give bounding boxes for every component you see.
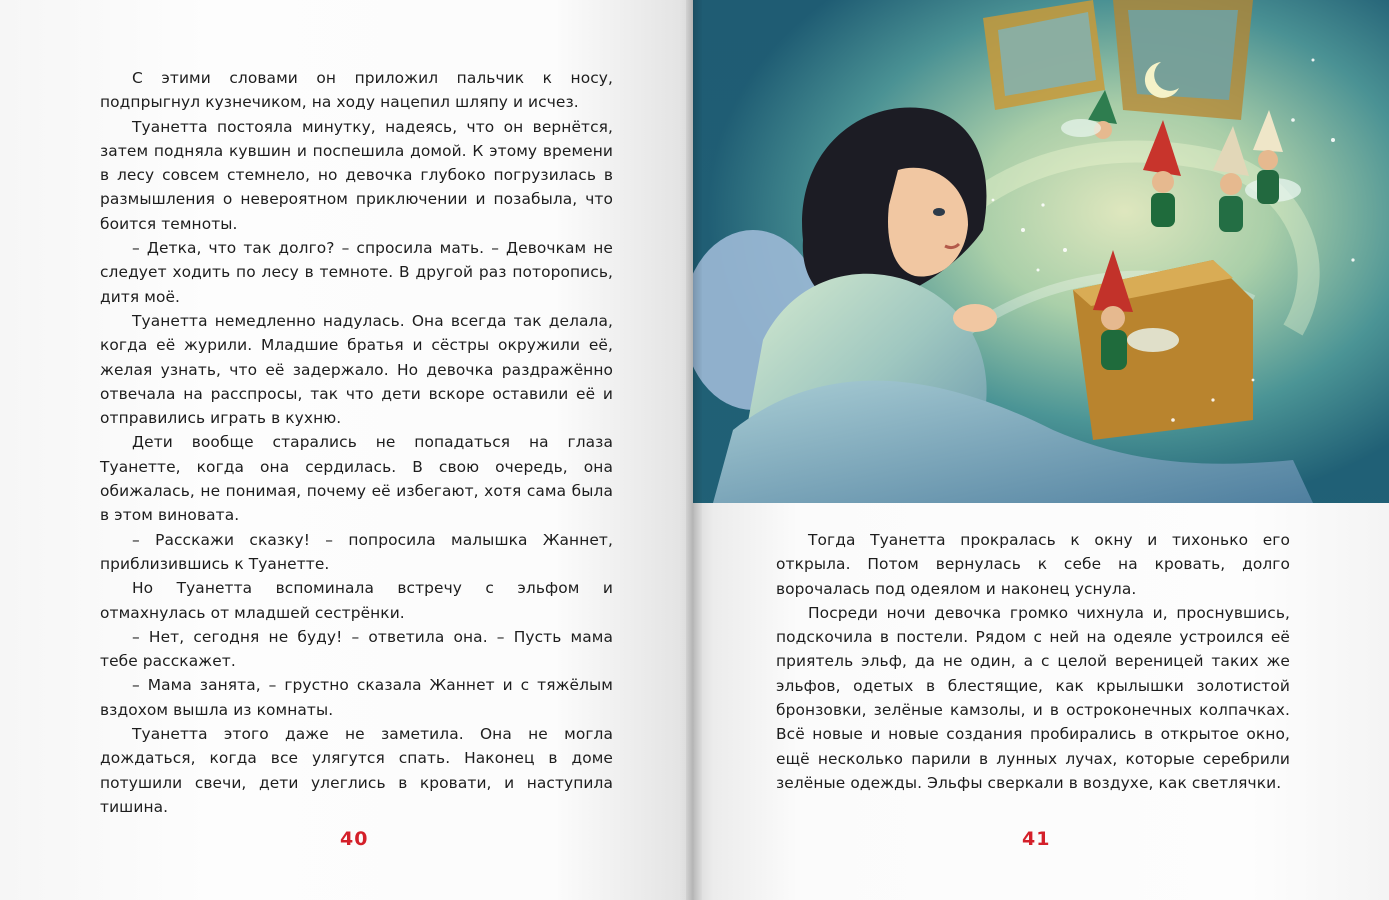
paragraph: С этими словами он приложил пальчик к носу, подпрыгнул кузнечиком, на ходу нацепил шляпу и исчез. [100, 69, 613, 112]
paragraph: – Нет, сегодня не буду! – ответила она. – Пусть мама тебе расскажет. [100, 627, 613, 671]
left-page-text [100, 66, 613, 819]
girl-with-elves-illustration [693, 0, 1389, 503]
page-number-right: 41 [1022, 828, 1051, 850]
left-page [0, 0, 693, 900]
paragraph: – Мама занята, – грустно сказала Жаннет и с тяжёлым вздохом вышла из комнаты. [100, 676, 613, 719]
page-number-left: 40 [340, 828, 369, 850]
paragraph: Посреди ночи девочка громко чихнула и, проснувшись, подскочила в постели. Рядом с ней на одеяле устроился её приятель эльф, да не один, а с целой вереницей таких же эльфов, одетых в блестящие, как крылышки золотистой бронзовки, зелёные камзолы, и в остроконечных колпачках. Всё новые и новые создания пробирались в открытое окно, ещё несколько парили в лунных лучах, которые серебрили зелёные одежды. Эльфы сверкали в воздухе, как светлячки. [776, 603, 1290, 792]
right-page-text [776, 528, 1290, 795]
paragraph: Туанетта немедленно надулась. Она всегда так делала, когда её журили. Младшие братья и сёстры окружили её, желая узнать, что её задержало. Но девочка раздражённо отвечала на расспросы, так что дети вскоре оставили её и отправились играть в кухню. [100, 311, 613, 428]
paragraph: – Расскажи сказку! – попросила малышка Жаннет, приблизившись к Туанетте. [100, 530, 613, 573]
book-gutter [686, 0, 702, 900]
paragraph: Тогда Туанетта прокралась к окну и тихонько его открыла. Потом вернулась к себе на кровать, долго ворочалась под одеялом и наконец уснула. [776, 531, 1290, 598]
paragraph: – Детка, что так долго? – спросила мать. – Девочкам не следует ходить по лесу в темноте. В другой раз поторопись, дитя моё. [100, 239, 613, 306]
paragraph: Дети вообще старались не попадаться на глаза Туанетте, когда она сердилась. В свою очередь, она обижалась, не понимая, почему её избегают, хотя сама была в этом виновата. [100, 433, 613, 525]
paragraph: Туанетта этого даже не заметила. Она не могла дождаться, когда все улягутся спать. Наконец в доме потушили свечи, дети улеглись в кровати, и наступила тишина. [100, 725, 613, 816]
paragraph: Туанетта постояла минутку, надеясь, что он вернётся, затем подняла кувшин и поспешила домой. К этому времени в лесу совсем стемнело, но девочка глубоко погрузилась в размышления о невероятном приключении и позабыла, что боится темноты. [100, 117, 613, 233]
paragraph: Но Туанетта вспоминала встречу с эльфом и отмахнулась от младшей сестрёнки. [100, 579, 613, 622]
